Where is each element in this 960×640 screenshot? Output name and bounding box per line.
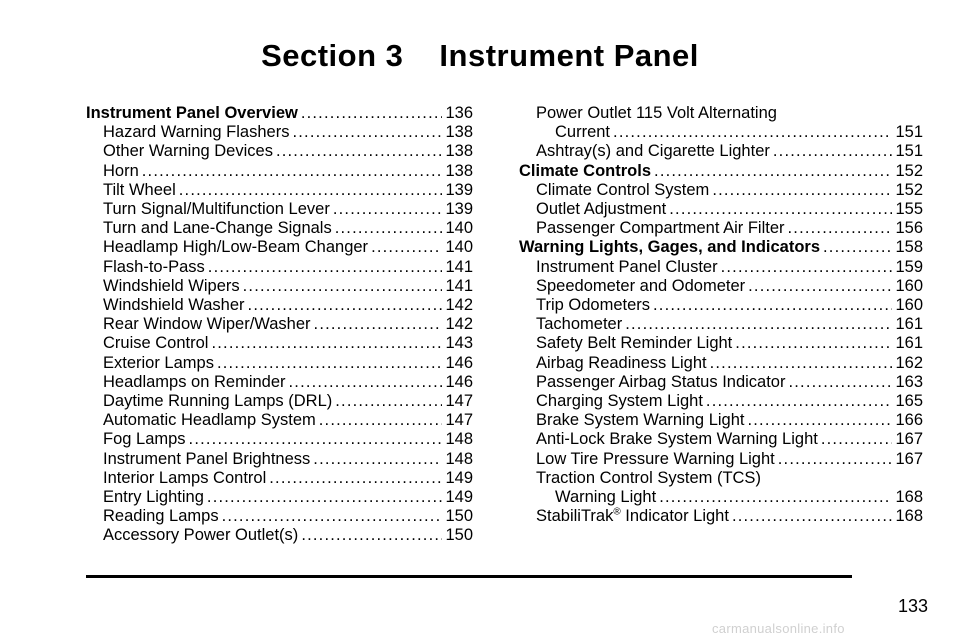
toc-entry[interactable] (519, 315, 923, 334)
leader-dots (314, 315, 443, 334)
leader-dots (292, 123, 442, 142)
toc-right-column (519, 104, 923, 526)
toc-entry-label: Climate Control System (536, 180, 710, 199)
leader-dots (207, 488, 443, 507)
toc-entry-label: Trip Odometers (536, 296, 651, 315)
toc-heading[interactable] (519, 238, 923, 257)
toc-page-number: 166 (895, 411, 923, 430)
leader-dots (371, 238, 442, 257)
toc-page-number: 162 (895, 353, 923, 372)
leader-dots (659, 488, 892, 507)
toc-entry-label: Current (555, 123, 611, 142)
toc-entry-label: Tilt Wheel (103, 180, 176, 199)
toc-entry-label: Warning Lights, Gages, and Indicators (519, 238, 821, 257)
toc-entry-label: Reading Lamps (103, 507, 219, 526)
toc-page-number: 146 (445, 372, 473, 391)
toc-entry-label: Warning Light (555, 488, 657, 507)
toc-entry-label: Passenger Compartment Air Filter (536, 219, 785, 238)
leader-dots (706, 392, 893, 411)
toc-entry[interactable] (519, 200, 923, 219)
toc-page-number: 141 (445, 257, 473, 276)
toc-entry[interactable] (86, 450, 473, 469)
watermark: carmanualsonline.info (712, 621, 845, 636)
toc-page-number: 167 (895, 430, 923, 449)
leader-dots (301, 104, 443, 123)
toc-entry-label: Anti-Lock Brake System Warning Light (536, 430, 818, 449)
toc-entry[interactable] (519, 430, 923, 449)
toc-entry[interactable] (86, 526, 473, 545)
toc-page-number: 152 (895, 180, 923, 199)
toc-entry[interactable] (519, 392, 923, 411)
toc-entry[interactable] (86, 334, 473, 353)
leader-dots (248, 296, 443, 315)
toc-page-number: 140 (445, 238, 473, 257)
toc-entry[interactable] (86, 219, 473, 238)
toc-entry-label: Accessory Power Outlet(s) (103, 526, 299, 545)
toc-entry-label: Climate Controls (519, 161, 652, 180)
toc-entry[interactable] (86, 142, 473, 161)
toc-entry[interactable] (519, 450, 923, 469)
toc-entry-label: Tachometer (536, 315, 623, 334)
toc-entry-label: Turn Signal/Multifunction Lever (103, 200, 330, 219)
toc-entry[interactable] (519, 277, 923, 296)
toc-entry-label: Instrument Panel Overview (86, 104, 298, 122)
leader-dots (335, 392, 442, 411)
toc-page-number: 160 (895, 296, 923, 315)
leader-dots (335, 219, 443, 238)
leader-dots (773, 142, 893, 161)
toc-entry[interactable] (86, 354, 473, 373)
toc-page-number: 156 (895, 219, 923, 238)
toc-entry[interactable] (86, 392, 473, 411)
page-number: 133 (898, 596, 929, 616)
toc-entry-label: Ashtray(s) and Cigarette Lighter (536, 142, 770, 161)
leader-dots (276, 142, 443, 161)
leader-dots (710, 354, 893, 373)
toc-entry-line: Power Outlet 115 Volt Alternating (536, 104, 777, 122)
toc-entry-label: Cruise Control (103, 334, 209, 353)
toc-entry-label-part: StabiliTrak (536, 507, 614, 526)
toc-entry[interactable] (519, 142, 923, 161)
toc-page-number: 138 (445, 142, 473, 161)
toc-page-number: 160 (895, 276, 923, 295)
toc-page-number: 152 (895, 161, 923, 180)
leader-dots (788, 373, 892, 392)
toc-page-number: 148 (445, 430, 473, 449)
toc-entry-label: Turn and Lane-Change Signals (103, 219, 332, 238)
toc-page-number: 143 (445, 334, 473, 353)
leader-dots (211, 334, 442, 353)
toc-page-number: 139 (445, 180, 473, 199)
toc-entry[interactable] (519, 258, 923, 277)
toc-page-number: 155 (895, 200, 923, 219)
toc-entry[interactable] (86, 411, 473, 430)
toc-entry-label: Flash-to-Pass (103, 257, 205, 276)
leader-dots (319, 411, 443, 430)
toc-entry[interactable] (86, 507, 473, 526)
leader-dots (301, 526, 442, 545)
toc-entry[interactable] (86, 430, 473, 449)
leader-dots (625, 315, 892, 334)
toc-entry-label: Outlet Adjustment (536, 200, 667, 219)
leader-dots (333, 200, 443, 219)
toc-page-number: 151 (895, 142, 923, 161)
toc-entry-label: Fog Lamps (103, 430, 186, 449)
toc-page-number: 163 (895, 372, 923, 391)
toc-page-number: 142 (445, 315, 473, 334)
toc-page-number: 141 (445, 276, 473, 295)
toc-entry-label: Speedometer and Odometer (536, 276, 746, 295)
toc-entry[interactable] (86, 296, 473, 315)
leader-dots (823, 238, 892, 257)
toc-page-number: 139 (445, 200, 473, 219)
toc-entry[interactable] (86, 373, 473, 392)
leader-dots (778, 450, 893, 469)
toc-entry[interactable] (86, 162, 473, 181)
toc-page-number: 167 (895, 449, 923, 468)
toc-entry-label: Safety Belt Reminder Light (536, 334, 733, 353)
toc-entry-label: Automatic Headlamp System (103, 411, 316, 430)
toc-entry[interactable] (519, 354, 923, 373)
toc-entry-label: Other Warning Devices (103, 142, 273, 161)
toc-page-number: 140 (445, 219, 473, 238)
leader-dots (189, 430, 443, 449)
leader-dots (735, 334, 892, 353)
toc-entry-label: Horn (103, 161, 139, 180)
toc-entry-label: Windshield Wipers (103, 276, 240, 295)
registered-mark: ® (613, 506, 621, 518)
leader-dots (712, 181, 892, 200)
toc-entry-label: Low Tire Pressure Warning Light (536, 449, 775, 468)
toc-entry-line: Traction Control System (TCS) (536, 468, 761, 487)
toc-entry-label: Instrument Panel Brightness (103, 449, 311, 468)
leader-dots (732, 507, 893, 526)
toc-entry[interactable] (86, 238, 473, 257)
toc-entry[interactable] (519, 411, 923, 430)
leader-dots (269, 469, 442, 488)
toc-entry-label: Headlamp High/Low-Beam Changer (103, 238, 369, 257)
toc-entry-label: Passenger Airbag Status Indicator (536, 372, 786, 391)
toc-page-number: 142 (445, 296, 473, 315)
leader-dots (747, 411, 892, 430)
toc-page-number: 158 (895, 238, 923, 257)
toc-entry-label: Airbag Readiness Light (536, 353, 707, 372)
toc-entry[interactable] (519, 507, 923, 526)
toc-entry-label: Interior Lamps Control (103, 468, 267, 487)
toc-entry[interactable] (519, 181, 923, 200)
toc-page-number: 168 (895, 507, 923, 526)
leader-dots (142, 162, 443, 181)
section-name: Instrument Panel (439, 38, 699, 73)
toc-left-column (86, 104, 473, 546)
toc-page-number: 161 (895, 315, 923, 334)
toc-page-number: 168 (895, 488, 923, 507)
toc-page-number: 147 (445, 392, 473, 411)
leader-dots (788, 219, 893, 238)
toc-page-number: 159 (895, 257, 923, 276)
toc-page-number: 150 (445, 526, 473, 545)
leader-dots (179, 181, 443, 200)
toc-page-number: 138 (445, 123, 473, 142)
toc-entry-label: Instrument Panel Cluster (536, 257, 718, 276)
toc-entry[interactable] (86, 200, 473, 219)
toc-entry-label: Hazard Warning Flashers (103, 123, 290, 142)
toc-page-number: 146 (445, 353, 473, 372)
toc-page-number: 150 (445, 507, 473, 526)
toc-page-number: 149 (445, 488, 473, 507)
toc-entry-label: Daytime Running Lamps (DRL) (103, 392, 333, 411)
toc-entry[interactable] (519, 373, 923, 392)
toc-entry[interactable] (519, 488, 923, 507)
leader-dots (721, 258, 893, 277)
toc-entry-label: Brake System Warning Light (536, 411, 745, 430)
section-title (0, 38, 960, 74)
leader-dots (217, 354, 443, 373)
toc-page-number: 138 (445, 161, 473, 180)
toc-entry-label: Rear Window Wiper/Washer (103, 315, 311, 334)
toc-page-number: 147 (445, 411, 473, 430)
leader-dots (669, 200, 892, 219)
toc-entry[interactable] (519, 296, 923, 315)
toc-page-number: 148 (445, 449, 473, 468)
toc-entry[interactable] (86, 258, 473, 277)
leader-dots (208, 258, 443, 277)
toc-entry-label (536, 507, 729, 526)
leader-dots (313, 450, 442, 469)
toc-entry[interactable] (519, 123, 923, 142)
leader-dots (222, 507, 443, 526)
toc-entry[interactable] (86, 277, 473, 296)
toc-page-number: 149 (445, 468, 473, 487)
footer-rule (86, 575, 852, 578)
toc-page-number: 151 (895, 123, 923, 142)
leader-dots (613, 123, 892, 142)
toc-entry[interactable] (86, 469, 473, 488)
toc-entry[interactable] (519, 334, 923, 353)
leader-dots (748, 277, 892, 296)
toc-entry[interactable] (86, 488, 473, 507)
toc-entry-label: Charging System Light (536, 392, 703, 411)
section-label: Section 3 (261, 38, 404, 73)
toc-entry-label: Headlamps on Reminder (103, 372, 286, 391)
toc-entry[interactable] (86, 181, 473, 200)
toc-heading[interactable] (519, 162, 923, 181)
toc-page-number: 165 (895, 392, 923, 411)
leader-dots (821, 430, 893, 449)
toc-entry-label-part: Indicator Light (620, 507, 729, 526)
leader-dots (289, 373, 443, 392)
toc-entry[interactable] (86, 123, 473, 142)
toc-entry[interactable] (519, 219, 923, 238)
toc-entry-label: Entry Lighting (103, 488, 204, 507)
leader-dots (653, 296, 892, 315)
leader-dots (243, 277, 443, 296)
toc-entry-label: Exterior Lamps (103, 353, 214, 372)
toc-entry[interactable] (86, 315, 473, 334)
toc-entry-label: Windshield Washer (103, 296, 245, 315)
leader-dots (654, 162, 892, 181)
toc-page-number: 161 (895, 334, 923, 353)
toc-page-number: 136 (445, 104, 473, 122)
toc-heading[interactable] (86, 104, 473, 123)
